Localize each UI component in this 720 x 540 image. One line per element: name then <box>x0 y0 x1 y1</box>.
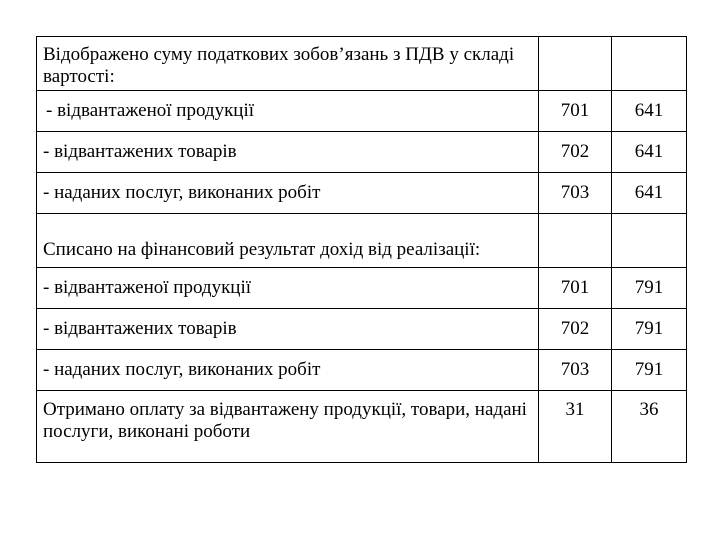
table-row <box>37 350 687 391</box>
row-description: - відвантаженої продукції <box>37 91 539 132</box>
table-row <box>37 37 687 91</box>
debit-account: 31 <box>539 391 612 463</box>
credit-account <box>612 214 687 268</box>
table-row <box>37 391 687 463</box>
table-row <box>37 214 687 268</box>
credit-account: 36 <box>612 391 687 463</box>
credit-account: 641 <box>612 173 687 214</box>
debit-account: 701 <box>539 268 612 309</box>
table-row <box>37 268 687 309</box>
row-description: - відвантаженої продукції <box>37 268 539 309</box>
debit-account: 703 <box>539 173 612 214</box>
credit-account: 791 <box>612 350 687 391</box>
table-row <box>37 173 687 214</box>
credit-account <box>612 37 687 91</box>
credit-account: 641 <box>612 91 687 132</box>
accounting-entries-table <box>36 36 687 463</box>
credit-account: 791 <box>612 309 687 350</box>
table-row <box>37 91 687 132</box>
debit-account <box>539 37 612 91</box>
row-description: Відображено суму податкових зобов’язань з ПДВ у складі вартості: <box>37 37 539 91</box>
row-description: - наданих послуг, виконаних робіт <box>37 350 539 391</box>
debit-account: 702 <box>539 132 612 173</box>
row-description: Отримано оплату за відвантажену продукції, товари, надані послуги, виконані роботи <box>37 391 539 463</box>
debit-account: 703 <box>539 350 612 391</box>
debit-account: 702 <box>539 309 612 350</box>
credit-account: 641 <box>612 132 687 173</box>
debit-account: 701 <box>539 91 612 132</box>
row-description: - наданих послуг, виконаних робіт <box>37 173 539 214</box>
credit-account: 791 <box>612 268 687 309</box>
table-row <box>37 309 687 350</box>
debit-account <box>539 214 612 268</box>
table-row <box>37 132 687 173</box>
row-description: Списано на фінансовий результат дохід від реалізації: <box>37 214 539 268</box>
row-description: - відвантажених товарів <box>37 309 539 350</box>
row-description: - відвантажених товарів <box>37 132 539 173</box>
